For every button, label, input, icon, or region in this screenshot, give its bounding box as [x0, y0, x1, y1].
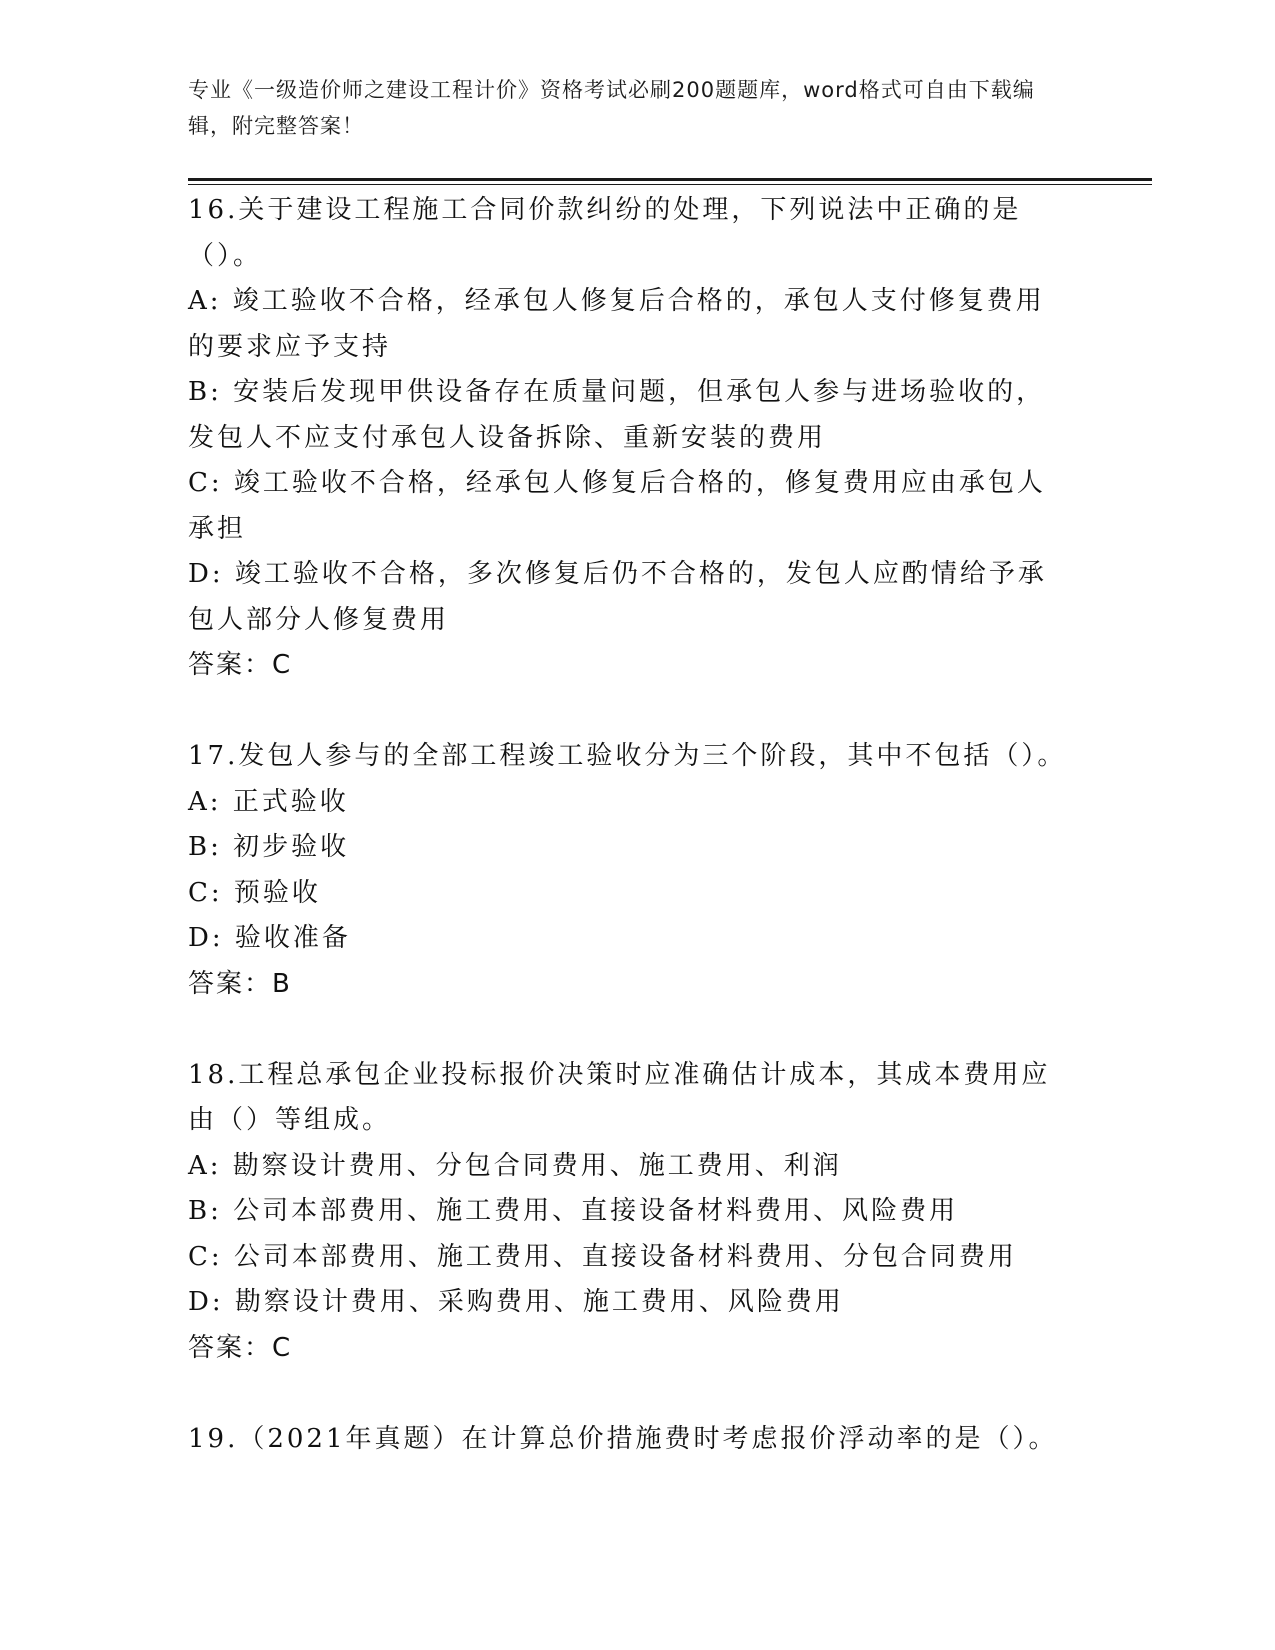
answer-line: 答案：C [188, 1332, 293, 1363]
option-c: C: 竣工验收不合格，经承包人修复后合格的，修复费用应由承包人承担 [188, 468, 1046, 544]
question-17 [188, 734, 1068, 1007]
question-spacer [188, 1007, 1068, 1053]
option-d: D: 竣工验收不合格，多次修复后仍不合格的，发包人应酌情给予承包人部分人修复费用 [188, 559, 1047, 635]
option-a: A: 竣工验收不合格，经承包人修复后合格的，承包人支付修复费用的要求应予支持 [188, 286, 1045, 362]
question-list [188, 188, 1068, 1462]
question-stem: 16.关于建设工程施工合同价款纠纷的处理，下列说法中正确的是（）。 [188, 195, 1022, 271]
option-a: A: 勘察设计费用、分包合同费用、施工费用、利润 [188, 1150, 842, 1181]
option-b: B: 安装后发现甲供设备存在质量问题，但承包人参与进场验收的，发包人不应支付承包人设备拆除、重新安装的费用 [188, 377, 1046, 453]
option-c: C: 预验收 [188, 877, 321, 908]
question-16 [188, 188, 1068, 689]
question-stem: 17.发包人参与的全部工程竣工验收分为三个阶段，其中不包括（）。 [188, 741, 1067, 771]
question-19 [188, 1417, 1068, 1463]
question-spacer [188, 1371, 1068, 1417]
answer-line: 答案：B [188, 968, 292, 999]
option-c: C: 公司本部费用、施工费用、直接设备材料费用、分包合同费用 [188, 1241, 1017, 1272]
question-stem: 19.（2021年真题）在计算总价措施费时考虑报价浮动率的是（）。 [188, 1423, 1058, 1454]
option-d: D: 验收准备 [188, 923, 351, 953]
page-header-text: 专业《一级造价师之建设工程计价》资格考试必刷200题题库，word格式可自由下载编辑，附完整答案！ [188, 78, 1035, 138]
question-stem: 18.工程总承包企业投标报价决策时应准确估计成本，其成本费用应由（）等组成。 [188, 1059, 1051, 1135]
header-rule-thin [188, 184, 1152, 185]
option-a: A: 正式验收 [188, 786, 349, 817]
header-rule-thick [188, 178, 1152, 181]
question-18 [188, 1053, 1068, 1372]
question-spacer [188, 689, 1068, 735]
option-b: B: 公司本部费用、施工费用、直接设备材料费用、风险费用 [188, 1196, 959, 1226]
option-b: B: 初步验收 [188, 832, 350, 862]
option-d: D: 勘察设计费用、采购费用、施工费用、风险费用 [188, 1287, 844, 1317]
answer-line: 答案：C [188, 650, 293, 680]
